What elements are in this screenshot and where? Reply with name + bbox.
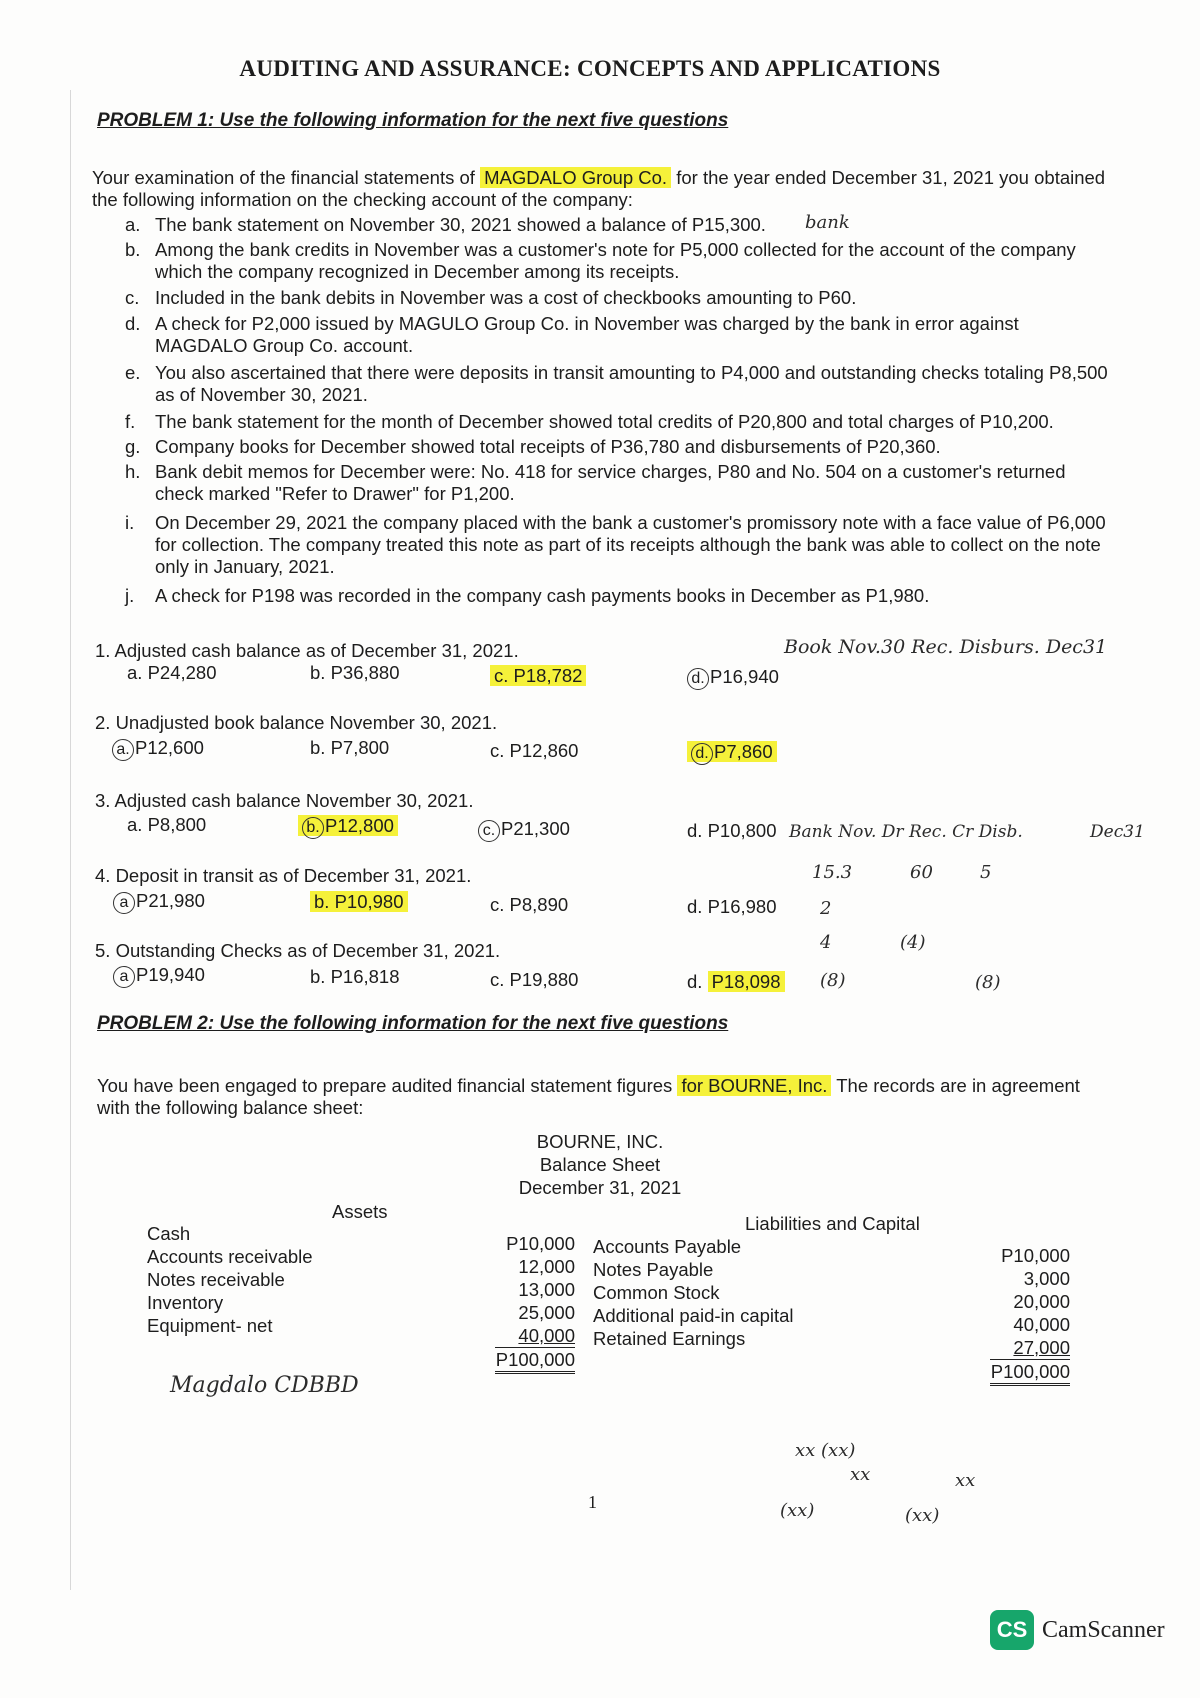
problem1-heading: PROBLEM 1: Use the following information for the next five questions xyxy=(97,110,729,131)
bs-date: December 31, 2021 xyxy=(518,1177,682,1198)
circle-mark: a xyxy=(113,892,135,914)
q1-option-d: d. P16,940 xyxy=(687,666,779,690)
handwritten-paren-8b: (8) xyxy=(975,972,1001,993)
handwritten-paren-4: (4) xyxy=(900,932,926,953)
q4-option-b: b. P10,980 xyxy=(310,891,408,913)
document-title: AUDITING AND ASSURANCE: CONCEPTS AND APPLICATIONS xyxy=(239,56,941,81)
item-c: c. Included in the bank debits in November was a cost of checkbooks amounting to P60. xyxy=(125,287,857,308)
item-b: b. Among the bank credits in November was a customer's note for P5,000 collected for the account of the company which the company recognized in December among its receipts. xyxy=(125,239,1076,282)
handwritten-4: 4 xyxy=(820,932,832,953)
bs-liability-amounts: P10,000 3,000 20,000 40,000 27,000 P100,000 xyxy=(990,1244,1070,1386)
circle-mark: d. xyxy=(687,668,709,690)
q5-option-a: a P19,940 xyxy=(113,964,205,988)
camscanner-logo-icon: CS xyxy=(990,1610,1034,1650)
highlight-company: for BOURNE, Inc. xyxy=(677,1075,831,1096)
q3-option-d: d. P10,800 xyxy=(687,820,777,841)
problem2-intro: You have been engaged to prepare audited financial statement figures for BOURNE, Inc. The records are in agreement with the following balance sheet: xyxy=(97,1075,1080,1118)
handwritten-xx-2: xx xyxy=(850,1464,871,1485)
q3-option-b: b. P12,800 xyxy=(298,815,398,839)
q1-option-c: c. P18,782 xyxy=(490,665,586,687)
handwritten-dec31: Dec31 xyxy=(1090,822,1145,842)
bs-statement: Balance Sheet xyxy=(539,1154,661,1175)
circle-mark: d. xyxy=(691,743,713,765)
camscanner-label: CamScanner xyxy=(1042,1616,1165,1643)
bs-liabilities-heading: Liabilities and Capital xyxy=(745,1213,920,1234)
bs-asset-total: P100,000 xyxy=(495,1347,575,1374)
q4-option-a: a P21,980 xyxy=(113,890,205,914)
q4-option-d: d. P16,980 xyxy=(687,896,777,917)
handwritten-note-bank: bank xyxy=(805,212,850,233)
circle-mark: b. xyxy=(302,817,324,839)
q1-option-a: a. P24,280 xyxy=(127,662,217,683)
camscanner-watermark xyxy=(990,1610,1165,1650)
problem2-heading: PROBLEM 2: Use the following information for the next five questions xyxy=(97,1013,729,1034)
bs-liability-total: P100,000 xyxy=(990,1359,1070,1386)
question-1: 1. Adjusted cash balance as of December 31, 2021. xyxy=(95,640,519,661)
item-f: f. The bank statement for the month of December showed total credits of P20,800 and total charges of P10,200. xyxy=(125,411,1054,432)
handwritten-xx-1: xx (xx) xyxy=(795,1440,856,1461)
bs-asset-amounts: P10,000 12,000 13,000 25,000 40,000 P100,000 xyxy=(495,1232,575,1374)
q5-option-b: b. P16,818 xyxy=(310,966,400,987)
q5-option-d: d. P18,098 xyxy=(687,971,785,993)
handwritten-paren-8a: (8) xyxy=(820,970,846,991)
item-j: j. A check for P198 was recorded in the company cash payments books in December as P1,980. xyxy=(125,585,930,606)
problem1-intro: Your examination of the financial statements of MAGDALO Group Co. for the year ended December 31, 2021 you obtained the following information on the checking account of the company: xyxy=(92,167,1106,210)
page-margin-line xyxy=(70,90,71,1590)
page-number: 1 xyxy=(588,1492,597,1512)
question-4: 4. Deposit in transit as of December 31, 2021. xyxy=(95,865,472,886)
bs-liability-labels: Accounts Payable Notes Payable Common Stock Additional paid-in capital Retained Earnings xyxy=(593,1236,794,1349)
item-i: i. On December 29, 2021 the company placed with the bank a customer's promissory note with a face value of P6,000 for collection. The company treated this note as part of its receipts although the bank was able to collect on the note only in January, 2021. xyxy=(125,512,1106,577)
handwritten-15-3: 15.3 xyxy=(812,862,853,883)
circle-mark: a xyxy=(113,966,135,988)
handwritten-5: 5 xyxy=(980,862,992,883)
bs-asset-labels: Cash Accounts receivable Notes receivable Inventory Equipment- net xyxy=(147,1223,313,1336)
question-2: 2. Unadjusted book balance November 30, 2021. xyxy=(95,712,498,733)
circle-mark: c. xyxy=(478,820,500,842)
handwritten-xx-3: xx xyxy=(955,1470,976,1491)
balance-sheet-header xyxy=(480,1130,720,1199)
item-h: h. Bank debit memos for December were: No. 418 for service charges, P80 and No. 504 on a customer's returned check marked "Refer to Drawer" for P1,200. xyxy=(125,461,1066,504)
q2-option-a: a. P12,600 xyxy=(112,737,204,761)
handwritten-2: 2 xyxy=(820,898,832,919)
handwritten-60: 60 xyxy=(910,862,933,883)
q4-option-c: c. P8,890 xyxy=(490,894,569,915)
item-d: d. A check for P2,000 issued by MAGULO Group Co. in November was charged by the bank in error against MAGDALO Group Co. account. xyxy=(125,313,1019,356)
handwritten-xx-5: (xx) xyxy=(905,1505,940,1526)
circle-mark: a. xyxy=(112,739,134,761)
handwritten-header-1: Book Nov.30 Rec. Disburs. Dec31 xyxy=(784,636,1108,658)
handwritten-header-2: Bank Nov. Dr Rec. Cr Disb. xyxy=(789,822,1023,842)
bs-company: BOURNE, INC. xyxy=(536,1131,664,1152)
q2-option-c: c. P12,860 xyxy=(490,740,579,761)
highlight-company: MAGDALO Group Co. xyxy=(480,167,671,188)
q3-option-a: a. P8,800 xyxy=(127,814,207,835)
handwritten-magdalo: Magdalo CDBBD xyxy=(170,1373,359,1398)
q2-option-b: b. P7,800 xyxy=(310,737,390,758)
item-a: a. The bank statement on November 30, 2021 showed a balance of P15,300. xyxy=(125,214,766,235)
q1-option-b: b. P36,880 xyxy=(310,662,400,683)
q5-option-c: c. P19,880 xyxy=(490,969,579,990)
question-3: 3. Adjusted cash balance November 30, 2021. xyxy=(95,790,474,811)
item-e: e. You also ascertained that there were deposits in transit amounting to P4,000 and outstanding checks totaling P8,500 as of November 30, 2021. xyxy=(125,362,1108,405)
q3-option-c: c. P21,300 xyxy=(478,818,570,842)
q2-option-d: d. P7,860 xyxy=(687,741,777,765)
bs-assets-heading: Assets xyxy=(332,1201,388,1222)
question-5: 5. Outstanding Checks as of December 31, 2021. xyxy=(95,940,501,961)
item-g: g. Company books for December showed total receipts of P36,780 and disbursements of P20,360. xyxy=(125,436,941,457)
handwritten-xx-4: (xx) xyxy=(780,1500,815,1521)
